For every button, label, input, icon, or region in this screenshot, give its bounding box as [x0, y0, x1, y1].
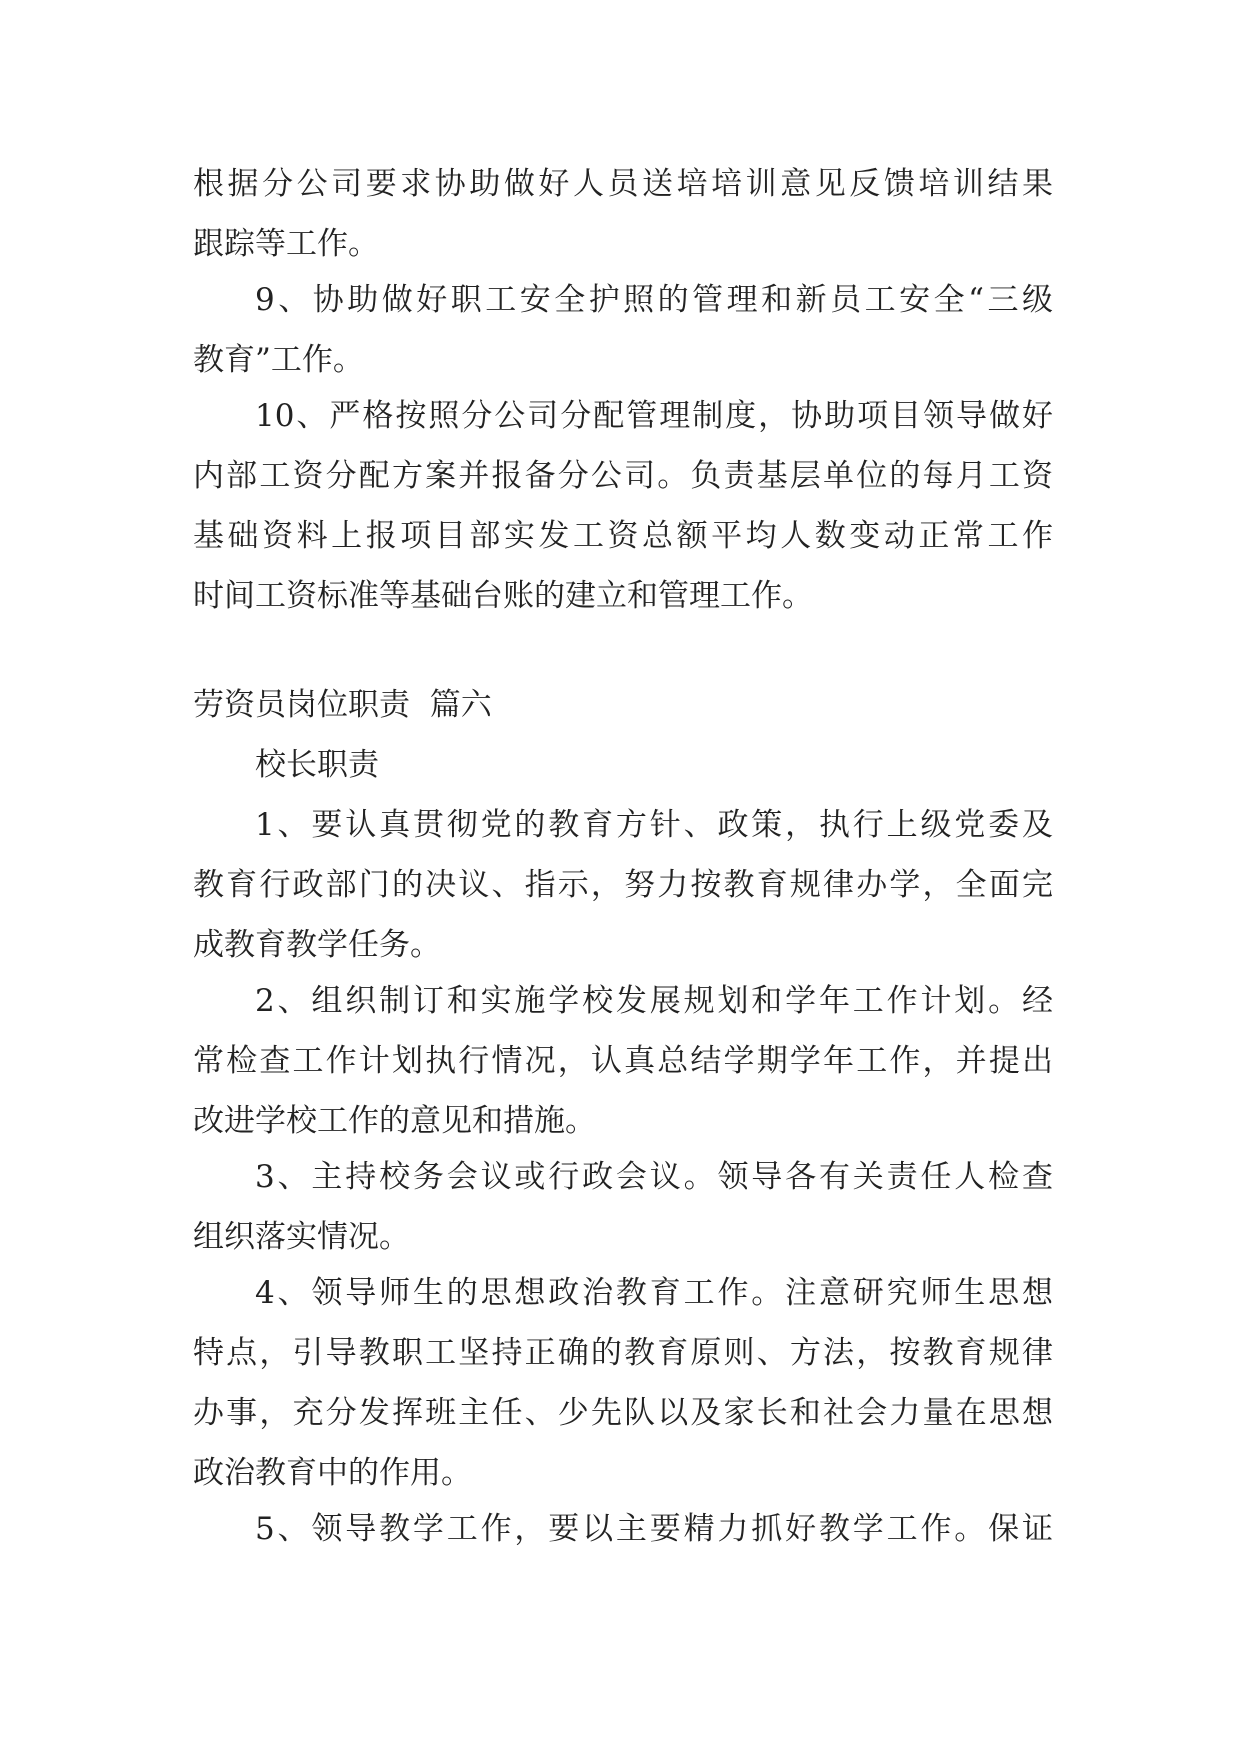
paragraph-line: 1、要认真贯彻党的教育方针、政策，执行上级党委及	[255, 807, 1053, 843]
paragraph-line: 3、主持校务会议或行政会议。领导各有关责任人检查	[255, 1159, 1053, 1195]
paragraph-line: 10、严格按照分公司分配管理制度，协助项目领导做好	[255, 398, 1053, 434]
paragraph-line: 成教育教学任务。	[193, 927, 441, 963]
paragraph-line: 根据分公司要求协助做好人员送培培训意见反馈培训结果	[193, 166, 1053, 202]
paragraph-line: 9、协助做好职工安全护照的管理和新员工安全“三级	[255, 282, 1053, 318]
paragraph-line: 教育”工作。	[193, 342, 364, 378]
paragraph-line: 组织落实情况。	[193, 1219, 410, 1255]
paragraph-line: 跟踪等工作。	[193, 226, 379, 262]
paragraph-line: 4、领导师生的思想政治教育工作。注意研究师生思想	[255, 1275, 1053, 1311]
section-heading: 劳资员岗位职责 篇六	[193, 687, 492, 723]
paragraph-line: 基础资料上报项目部实发工资总额平均人数变动正常工作	[193, 518, 1053, 554]
paragraph-line: 教育行政部门的决议、指示，努力按教育规律办学，全面完	[193, 867, 1053, 903]
paragraph-line: 时间工资标准等基础台账的建立和管理工作。	[193, 578, 813, 614]
paragraph-line: 改进学校工作的意见和措施。	[193, 1103, 596, 1139]
paragraph-line: 常检查工作计划执行情况，认真总结学期学年工作，并提出	[193, 1043, 1053, 1079]
paragraph-line: 5、领导教学工作，要以主要精力抓好教学工作。保证	[255, 1511, 1053, 1547]
paragraph-line: 内部工资分配方案并报备分公司。负责基层单位的每月工资	[193, 458, 1053, 494]
paragraph-line: 2、组织制订和实施学校发展规划和学年工作计划。经	[255, 983, 1053, 1019]
paragraph-line: 办事，充分发挥班主任、少先队以及家长和社会力量在思想	[193, 1395, 1053, 1431]
paragraph-line: 特点，引导教职工坚持正确的教育原则、方法，按教育规律	[193, 1335, 1053, 1371]
section-subheading: 校长职责	[255, 747, 379, 783]
paragraph-line: 政治教育中的作用。	[193, 1455, 472, 1491]
